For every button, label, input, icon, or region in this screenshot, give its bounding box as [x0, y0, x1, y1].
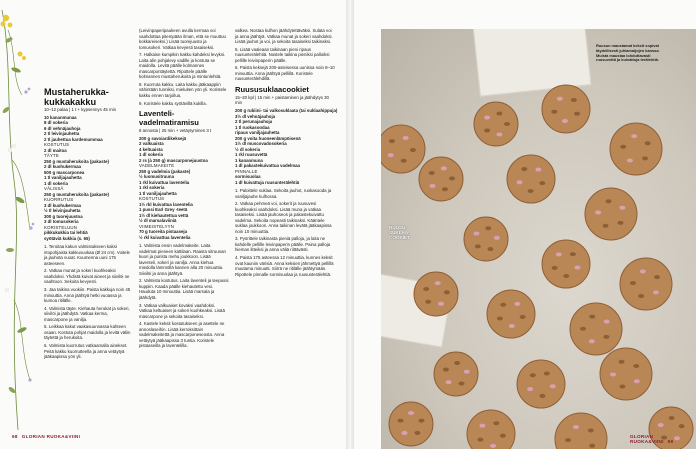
chocolate-chunk: [444, 290, 450, 294]
ingredient: 4 keltuaista: [139, 146, 163, 152]
ingredient: 1 rkl ruusuvettä: [235, 152, 268, 158]
ingredient: 250 g mustaherukoita (pakaste): [44, 158, 109, 164]
recipe3-step: 4. Paista 175 asteessa 12 minuuttia, kunnes keksit ovat kauniin värisiä. Anna keksien jähmettyä pellillä muutama minuutti. Siirrä ne ritilälle jäähtymään. Ripottele pinnalle sormisuolaa ja ruusunterälehtiä.: [235, 255, 334, 277]
rose-petal: [589, 339, 595, 343]
chocolate-chunk: [449, 176, 455, 180]
rose-petal: [658, 423, 664, 427]
cookie: [467, 410, 515, 449]
ingredient: 6 dl vehnäjauhoja: [44, 125, 81, 131]
left-column-3: [235, 28, 338, 279]
recipe2-title: Laventeli-vadelmatiramisu: [139, 109, 199, 128]
rose-petal: [595, 210, 601, 214]
chocolate-chunk: [570, 252, 576, 256]
recipe1-meta: 10–12 palaa | 1 t + kypsennys 45 min: [44, 107, 117, 112]
recipe1-intro: (Leivinpaperipaukeen avulla kermaa voi vaahdottaa pitempään ilman, että se muuttuu kokkareiseksi.) Lisää tuorejuusto ja tomusokeri. Vatkaa kevyesti tasaiseksi.: [139, 28, 226, 50]
page-gutter: [346, 0, 354, 449]
chocolate-chunk: [423, 287, 429, 291]
ingredient: syötäviä kukkia (s. 65): [44, 235, 90, 241]
cookie: [487, 290, 535, 338]
chocolate-chunk: [589, 444, 595, 448]
ingredient: 1½ dl kiehautettua vettä: [139, 212, 189, 218]
pressed-flower-illustration: [0, 0, 40, 449]
recipe3-ingredients: [235, 108, 338, 185]
rose-petal: [640, 269, 646, 273]
rose-petal: [556, 252, 562, 256]
ingredient: 250 g mustaherukoita (pakaste): [44, 191, 109, 197]
chocolate-chunk: [630, 281, 636, 285]
chocolate-chunk: [638, 294, 644, 298]
recipe2-step: 6. Paista keksejä 200-asteisessa uunissa noin 8–10 minuuttia. Anna jäähtyä pellillä. Koristele ruusunterälehdillä.: [235, 65, 335, 82]
rose-petal: [429, 184, 435, 188]
recipe3-meta: 15–20 kpl | 15 min + paistaminen ja jäähdytys 30 min: [235, 94, 329, 106]
recipe3-step: 1. Paloittele suklaa. Sekoita jauhot, ruokasooda ja vaniljajauhe kulhossa.: [235, 188, 332, 199]
chocolate-chunk: [496, 112, 502, 116]
ingredient: ½ dl sokeria: [235, 146, 261, 152]
ingredient: 1 pussi Earl Grey -teetä: [139, 207, 188, 213]
recipe2-step: 1. Valmista ensin vadelmakeite. Laita vadelmat pieneen kattilaan. Raasta sitruunan kuori ja purista mehu joukkoon. Lisää laventeli, sokeri ja vanilja. Anna kiehua miedolla lämmöllä kannen alla 20 minuuttia. Siivilöi ja anna jäähtyä.: [139, 243, 226, 276]
chocolate-chunk: [493, 421, 499, 425]
chocolate-chunk: [654, 275, 660, 279]
rose-petal: [557, 97, 563, 101]
ingredient: 2 tl perunajauhoja: [235, 119, 273, 125]
recipe3-title: Ruususuklaacookiet: [235, 84, 309, 94]
rose-petal: [446, 380, 452, 384]
ingredient: 300 g tuorejuustoa: [44, 213, 83, 219]
chocolate-chunk: [442, 187, 448, 191]
recipe1-ingredients: [44, 115, 132, 242]
photo-caption: Ruusun maustamat keksit sopivat täydellisesti juhlamaljojen kanssa. Muista maustaa lohduttavasti ruusuvettä ja kuivattuja terälehtiä.: [596, 43, 660, 63]
cookie: [570, 303, 622, 355]
page-number: 68: [12, 434, 18, 439]
cookie: [585, 188, 637, 240]
cookie: [414, 272, 458, 316]
chocolate-chunk: [443, 368, 449, 372]
ingredient: 2 rs (à 250 g) mascarponejuustoa: [139, 157, 208, 163]
ingredient: 2 dl maitoa: [44, 147, 67, 153]
ingredient: 3 dl tomusokeria: [44, 219, 79, 225]
photo-label-line: RUUSU-: [389, 225, 407, 230]
recipe2-step: 5. Lisää vaaleaan taikinaan pieni ripaus ruusunterälehtiä. Nostele taikina pieniksi palloiksi pellille leivinpaperin päälle.: [235, 46, 330, 63]
rose-petal: [514, 302, 520, 306]
recipe3-step: 2. Vatkaa pehmeä voi, sokerit ja ruusuvesi kuohkeaksi vaahdoksi. Lisää muna ja vatkaa tasaiseksi. Lisää jauhoseos ja pakastekuivattu vadelma. Sekoita nopeasti taikinaksi. Kääntele suklaa joukkoon. Anna taikinan levätä jääkaapissa noin 10 minuuttia.: [235, 201, 332, 234]
chocolate-chunk: [475, 244, 481, 248]
rose-petal: [550, 384, 556, 388]
chocolate-chunk: [414, 431, 420, 435]
cookie: [610, 123, 662, 175]
chocolate-chunk: [500, 434, 506, 438]
cookie: [517, 360, 565, 408]
ingredient: 200 g rubiini- tai valkosuklaata (tai suklaahippuja): [235, 108, 338, 114]
cookie: [542, 85, 590, 133]
cookie: [434, 352, 478, 396]
recipe1-title-line1: Mustaherukka-: [44, 87, 109, 97]
chocolate-chunk: [588, 428, 594, 432]
chocolate-chunk: [530, 373, 536, 377]
chocolate-chunk: [642, 156, 648, 160]
cookie-photo: [381, 29, 696, 449]
ingredient: 1½ rkl kuivattua laventelia: [139, 201, 193, 207]
cookie: [542, 240, 590, 288]
rose-petal: [490, 444, 496, 448]
chocolate-chunk: [645, 141, 651, 145]
ingredient: ½ dl marsalaviiniä: [139, 218, 177, 224]
chocolate-chunk: [679, 424, 685, 428]
rose-petal: [388, 153, 394, 157]
rose-petal: [573, 425, 579, 429]
recipe1-step: 4. Valmista täyte. Kiehauta herukat ja sokeri, siivilöi ja jäähdytä. Vatkaa kerma, mascarpone ja vanilja.: [44, 305, 130, 322]
ingredient: 2 tl leivinjauhetta: [44, 131, 80, 137]
recipe1-step: 5. Leikkaa kakut vaakasuunnassa kahteen osaan. Kostuta pohjat maidolla ja levitä väliin täytettä ja herukoita.: [44, 324, 131, 341]
right-page-footer: [630, 434, 696, 444]
recipe3-step: 3. Pyörittele taikinasta pieniä palloja, ja laita ne kahdelle pellille leivinpaperin päälle. Paina palloja hieman litteiksi ja anna väliä riittävästi.: [235, 236, 331, 253]
chocolate-chunk: [539, 181, 545, 185]
ingredient: 1 tl ruokasoodaa: [235, 124, 270, 130]
chocolate-chunk: [603, 224, 609, 228]
recipe2-step: 4. Kastele keksit kostutukseen ja asettele ne annoslaseihin. Lisää kerroksittain vadelmakeitettä ja mascarponeseosta. Anna vetäytyä jääkaapissa 3 tuntia. Koristele pistaaseilla ja laventelilla.: [139, 321, 225, 349]
recipe1-step: 1. Teroitaa kakun valmistukseen kaksi irtopohjaista kakkuvuokaa (Ø 24 cm). Voitele ja jauhota vuoat. Kuumenna uuni 175 asteeseen.: [44, 244, 130, 266]
ingredient: ½ luomusitruuna: [139, 174, 174, 180]
ingredient: 200 g savoiardikeksejä: [139, 135, 187, 141]
magazine-brand: GLORIAN RUOKA&VIINI: [21, 434, 81, 439]
chocolate-chunk: [606, 199, 612, 203]
chocolate-chunk: [574, 112, 580, 116]
ingredient: 2 tl jauhettua kardemummaa: [44, 136, 103, 142]
chocolate-chunk: [410, 148, 416, 152]
chocolate-chunk: [459, 382, 465, 386]
cookie: [474, 102, 518, 146]
section-label: VADELMAKEITE: [139, 163, 175, 169]
chocolate-chunk: [425, 300, 431, 304]
recipe2-step: valkea. Nostaa kulhon jäähdytettäväksi. Sulata voi ja anna jäähtyä. Vatkaa munat ja sokeri vaahdoksi. Lisää jauhot ja voi, ja sekoita tasaiseksi taikinaksi.: [235, 28, 333, 44]
section-label: VÄLISSÄ: [44, 186, 64, 192]
ingredient: 1 tl vaniljajauhetta: [139, 190, 177, 196]
chocolate-chunk: [551, 110, 557, 114]
chocolate-chunk: [539, 394, 545, 398]
recipe1-step: 3. Jaa taikina vuokiin. Paista kakkuja noin 45 minuuttia. Anna jäähtyä hetki vuoassa ja kumoa ritilälle.: [44, 287, 131, 304]
chocolate-chunk: [633, 364, 639, 368]
cookie: [507, 155, 555, 203]
ingredient: 1 kananmuna: [235, 157, 263, 163]
chocolate-chunk: [620, 145, 626, 149]
section-label: KOSTUTUS: [139, 196, 165, 202]
recipe1-title-line2: kukkakakku: [44, 96, 97, 107]
rose-petal: [496, 132, 502, 136]
chocolate-chunk: [603, 335, 609, 339]
section-label: KUORRUTUS: [44, 197, 74, 203]
chocolate-chunk: [528, 189, 534, 193]
photo-label-line: SUKLAA-: [389, 230, 410, 236]
ingredient: ripaus vaniljajauhetta: [235, 130, 280, 136]
ingredient: ½ tl leivinjauhetta: [44, 208, 81, 214]
rose-petal: [494, 236, 500, 240]
chocolate-chunk: [487, 247, 493, 251]
rose-petal: [402, 431, 408, 435]
ingredient: 1½ dl muscovadosokeria: [235, 141, 287, 147]
recipe2-step: 2. Valmista kostutus. Laita laventeli ja teepussi kuppiin. Kaada päälle kiehautettu vesi. Hauduta 10 minuuttia. Lisää marsala ja jäähdytä.: [139, 278, 229, 300]
ingredient: 8 dl sokeria: [44, 120, 68, 126]
chocolate-chunk: [589, 315, 595, 319]
chocolate-chunk: [454, 361, 460, 365]
ingredient: 1 rkl sokeria: [139, 185, 165, 191]
left-column-1: [44, 88, 132, 362]
chocolate-chunk: [520, 315, 526, 319]
section-label: TÄYTE: [44, 153, 59, 159]
rose-petal: [438, 302, 444, 306]
rose-petal: [634, 379, 640, 383]
chocolate-chunk: [418, 419, 424, 423]
recipe1-step: 2. Vatkaa munat ja sokeri kuohkeaksi vaahdoksi. Yhdistä kuivat aineet ja siivilöi ne vaahtoon. Sekoita kevyesti.: [44, 268, 130, 285]
chocolate-chunk: [618, 221, 624, 225]
rose-petal: [403, 136, 409, 140]
ingredient: 2 valkuaista: [139, 141, 164, 147]
rose-petal: [509, 324, 515, 328]
chocolate-chunk: [477, 438, 483, 442]
ingredient: 3½ dl vehnäjauhoja: [235, 113, 276, 119]
photo-label: [389, 225, 410, 241]
ingredient: 70 g tuoreita pistaaseja: [139, 229, 188, 235]
ingredient: 1 dl sokeria: [44, 180, 68, 186]
chocolate-chunk: [500, 303, 506, 307]
rose-petal: [562, 119, 568, 123]
chocolate-chunk: [619, 384, 625, 388]
rose-petal: [604, 320, 610, 324]
ingredient: 1 dl sokeria: [139, 152, 163, 158]
rose-petal: [653, 290, 659, 294]
chocolate-chunk: [669, 416, 675, 420]
chocolate-chunk: [504, 122, 510, 126]
rose-petal: [479, 424, 485, 428]
ingredient: 200 g voita huoneenlämpöisenä: [235, 135, 301, 141]
recipe1-step: 7. Halkaise kumpikin kakku kahdeksi levyksi. Laita alin pohjalevy vadille ja kostuta se maidolla. Levitä päälle kolmannes mascarpontäytettä. Ripottele päälle kolmannes mustaherukoita ja mintunlehtiä.: [139, 52, 226, 80]
ingredient: pikkukukkia tai lehtiä: [44, 230, 88, 236]
rose-petal: [627, 158, 633, 162]
page-number: 69: [667, 439, 674, 444]
rose-petal: [484, 116, 490, 120]
ingredient: 1 dl kuivattuja ruusunterälehtiä: [235, 179, 300, 185]
ingredient: 2 dl kuohukermaa: [44, 164, 81, 170]
chocolate-chunk: [389, 139, 395, 143]
ingredient: 1 dl pakastekuivattua vadelmaa: [235, 163, 300, 169]
ingredient: ½ rkl kuivattua laventelia: [139, 234, 191, 240]
ingredient: 1 rkl kuivattua laventelia: [139, 179, 190, 185]
chocolate-chunk: [401, 159, 407, 163]
rose-petal: [516, 180, 522, 184]
rose-petal: [527, 387, 533, 391]
chocolate-chunk: [571, 98, 577, 102]
section-label: KORISTELUUN: [44, 224, 78, 230]
chocolate-chunk: [485, 226, 491, 230]
cookie: [555, 413, 607, 449]
cookie: [381, 125, 425, 173]
rose-petal: [610, 372, 616, 376]
left-column-2: [139, 28, 229, 351]
cookie: [464, 217, 508, 261]
magazine-brand: GLORIAN RUOKA&VIINI: [630, 434, 664, 444]
cookie-layer: [381, 29, 696, 449]
ingredient: 3 dl kuohukermaa: [44, 202, 81, 208]
rose-petal: [464, 370, 470, 374]
rose-petal: [473, 232, 479, 236]
recipe1-step: 6. Valmista kuorrutus vatkaamalla ainekset. Peitä kakku kuorrutteella ja anna vetäytyä jääkaapissa yön yli.: [44, 343, 128, 360]
recipe2-step: 3. Vatkaa valkuaiset kovaksi vaahdoksi. Vatkaa keltuaiset ja sokeri kuohkeaksi. Lisää mascarpone ja sekoita tasaiseksi.: [139, 302, 225, 319]
chocolate-chunk: [565, 438, 571, 442]
ingredient: 250 g vadelmia (pakaste): [139, 168, 191, 174]
left-page-footer: [12, 434, 84, 439]
rose-petal: [574, 266, 580, 270]
cookie: [419, 157, 463, 201]
cookie: [600, 348, 652, 400]
rose-petal: [619, 206, 625, 210]
ingredient: 1 tl vaniljajauhetta: [44, 175, 82, 181]
ingredient: 10 kananmunaa: [44, 114, 77, 120]
ingredient: sormisuolaa: [235, 174, 261, 180]
chocolate-chunk: [619, 360, 625, 364]
rose-petal: [631, 134, 637, 138]
rose-petal: [441, 166, 447, 170]
section-label: PINNALLE: [235, 168, 258, 174]
rose-petal: [435, 281, 441, 285]
chocolate-chunk: [484, 128, 490, 132]
chocolate-chunk: [552, 266, 558, 270]
cookie: [620, 258, 672, 310]
section-label: VIIMEISTELYYN: [139, 223, 175, 229]
section-label: KOSTUTUS: [44, 142, 70, 148]
chocolate-chunk: [429, 171, 435, 175]
recipe2-meta: 8 annosta | 25 min + vetäytyminen 3 t: [139, 128, 212, 134]
chocolate-chunk: [521, 167, 527, 171]
photo-label-line: COOKIET: [389, 235, 410, 241]
ingredient: 500 g mascarponea: [44, 169, 85, 175]
rose-petal: [408, 411, 414, 415]
chocolate-chunk: [398, 419, 404, 423]
chocolate-chunk: [580, 327, 586, 331]
chocolate-chunk: [544, 372, 550, 376]
chocolate-chunk: [497, 316, 503, 320]
chocolate-chunk: [563, 274, 569, 278]
recipe2-ingredients: [139, 136, 229, 241]
recipe1-step: 9. Koristele kakku syötävillä kukilla.: [139, 100, 207, 106]
cookie: [389, 402, 433, 446]
rose-petal: [535, 168, 541, 172]
recipe1-step: 8. Kuorruta kakku. Laita kakku jääkaappiin vähintään tunniksi, mieluiten yön yli. Koristele kakku ennen tarjoilua.: [139, 81, 227, 98]
